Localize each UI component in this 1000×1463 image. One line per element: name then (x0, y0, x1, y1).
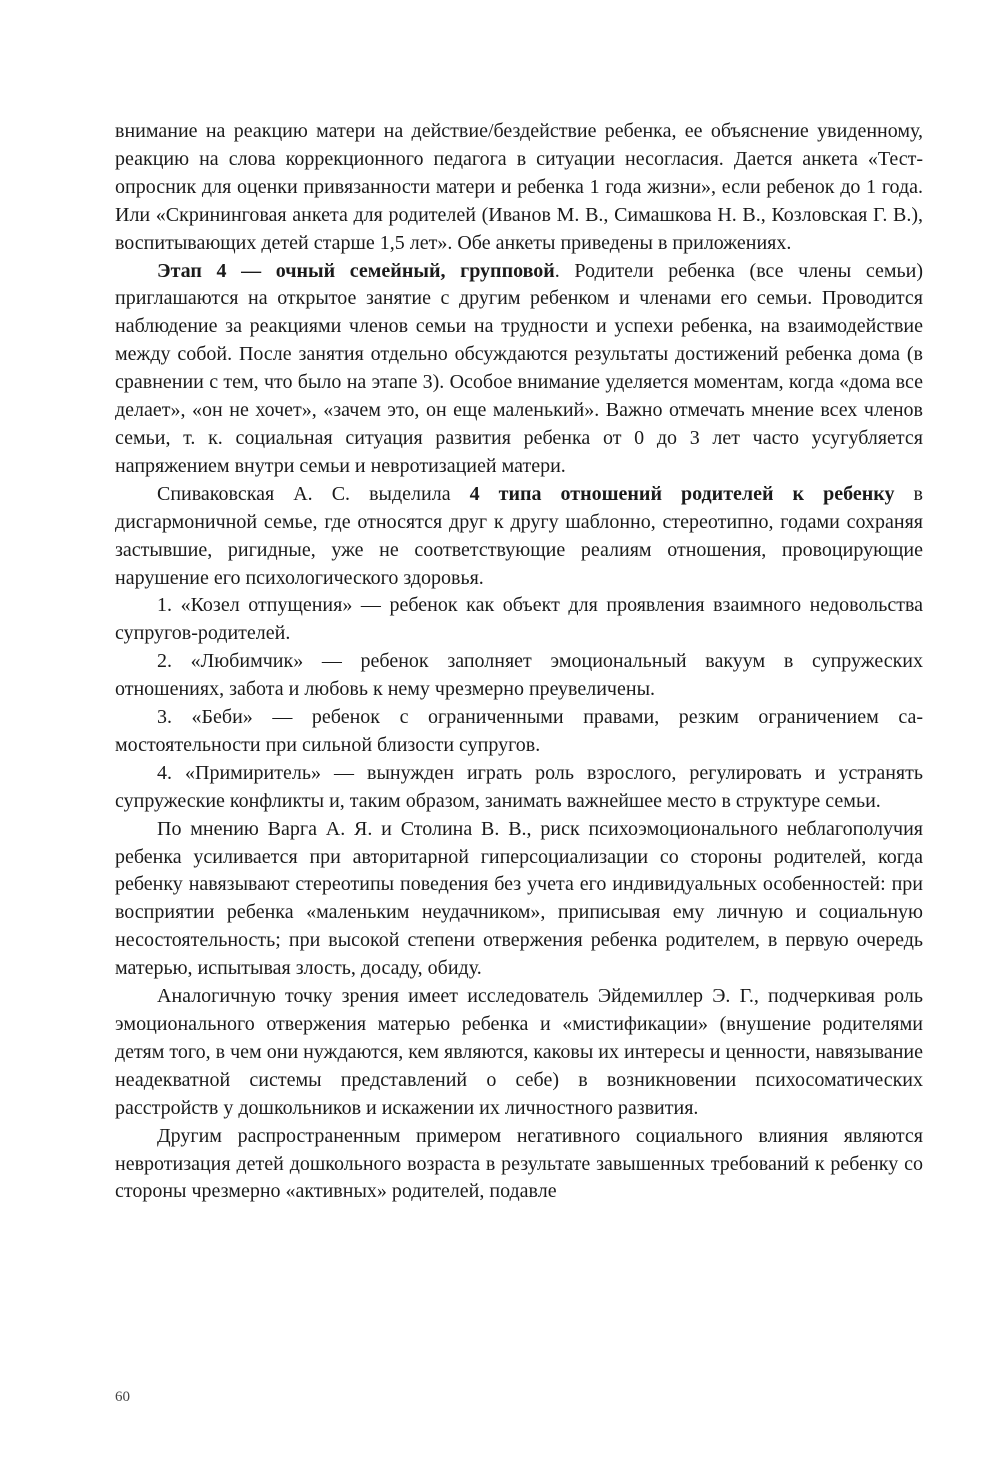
stage-4-text: . Родители ребенка (все члены семьи) приглашаются на открытое занятие с другим ребенком и членами его семьи. Проводится наблюдение за реакциями членов семьи на трудности и успехи ребенка, на взаимодействие между собой. После занятия отдельно обсуждаются результаты достижений ребенка дома (в сравнении с тем, что было на этапе 3). Особое внимание уделяется моментам, когда «дома все делает», «он не хочет», «зачем это, он еще маленький». Важно отмечать мнение всех членов семьи, т. к. социальная ситуация развития ребенка от 0 до 3 лет часто усугубляется напряжением внутри семьи и невротизацией матери. (115, 259, 923, 477)
paragraph-varga-stolin: По мнению Варга А. Я. и Столина В. В., риск психоэмоционального неблагополучия ребенка усиливается при авторитарной гиперсоциализации со стороны родителей, когда ребенку навязывают стереотипы поведения без учета его индивидуальных особенностей: при восприятии ребенка «маленьким неудачником», приписывая ему личную и социальную несостоятельность; при высокой степени отвержения ребенка родителем, в первую очередь матерью, испытывая злость, досаду, обиду. (115, 817, 923, 980)
page-number: 60 (115, 1389, 130, 1405)
list-item-peacemaker: 4. «Примиритель» — вынужден играть роль взрослого, регулировать и устранять супружеские конфликты и, таким образом, занимать важнейшее место в структуре семьи. (115, 761, 923, 812)
relationship-types-intro: Спиваковская А. С. выделила (157, 482, 470, 505)
page-body (115, 118, 923, 1206)
stage-4-heading: Этап 4 — очный семейный, групповой (157, 259, 555, 282)
paragraph-relationship-types (115, 481, 923, 593)
paragraph-eidemiller: Аналогичную точку зрения имеет исследователь Эйдемиллер Э. Г., подчеркивая роль эмоционального отвержения матерью ребенка и «мистификации» (внушение родителями детям того, в чем они нуждаются, кем являются, каковы их интересы и ценности, навязывание неадекватной системы представлений о себе) в возникновении психосоматических расстройств у дошкольников и искажении их личностного развития. (115, 985, 923, 1119)
paragraph-stage-4 (115, 258, 923, 481)
list-item-baby: 3. «Беби» — ребенок с ограниченными правами, резким ограничением самостоятельности при сильной близости супругов. (115, 706, 923, 756)
paragraph-continuation: внимание на реакцию матери на действие/бездействие ребенка, ее объяснение увиденному, реакцию на слова коррекционного педагога в ситуации несогласия. Дается анкета «Тест-опросник для оценки привязанности матери и ребенка 1 года жизни», если ребенок до 1 года. Или «Скрининговая анкета для родителей (Иванов М. В., Симашкова Н. В., Козловская Г. В.), воспитывающих детей старше 1,5 лет». Обе анкеты приведены в приложениях. (115, 120, 923, 254)
relationship-types-rest: в дисгармоничной семье, где относятся друг к другу шаблонно, стереотипно, годами сохраняя застывшие, ригидные, уже не соответствующие реалиям отношения, провоцирующие нарушение его психологического здоровья. (115, 482, 923, 589)
relationship-types-emphasis: 4 типа отношений родителей к ребенку (469, 482, 895, 505)
paragraph-neurotization: Другим распространенным примером негативного социального влияния являются невротизация детей дошкольного возраста в результате завышенных требований к ребенку со стороны чрезмерно «активных» родителей, подавле (115, 1124, 923, 1203)
list-item-scapegoat: 1. «Козел отпущения» — ребенок как объект для проявления взаимного недовольства супругов-родителей. (115, 594, 923, 645)
list-item-favorite: 2. «Любимчик» — ребенок заполняет эмоциональный вакуум в супружеских отношениях, забота и любовь к нему чрезмерно преувеличены. (115, 650, 923, 701)
